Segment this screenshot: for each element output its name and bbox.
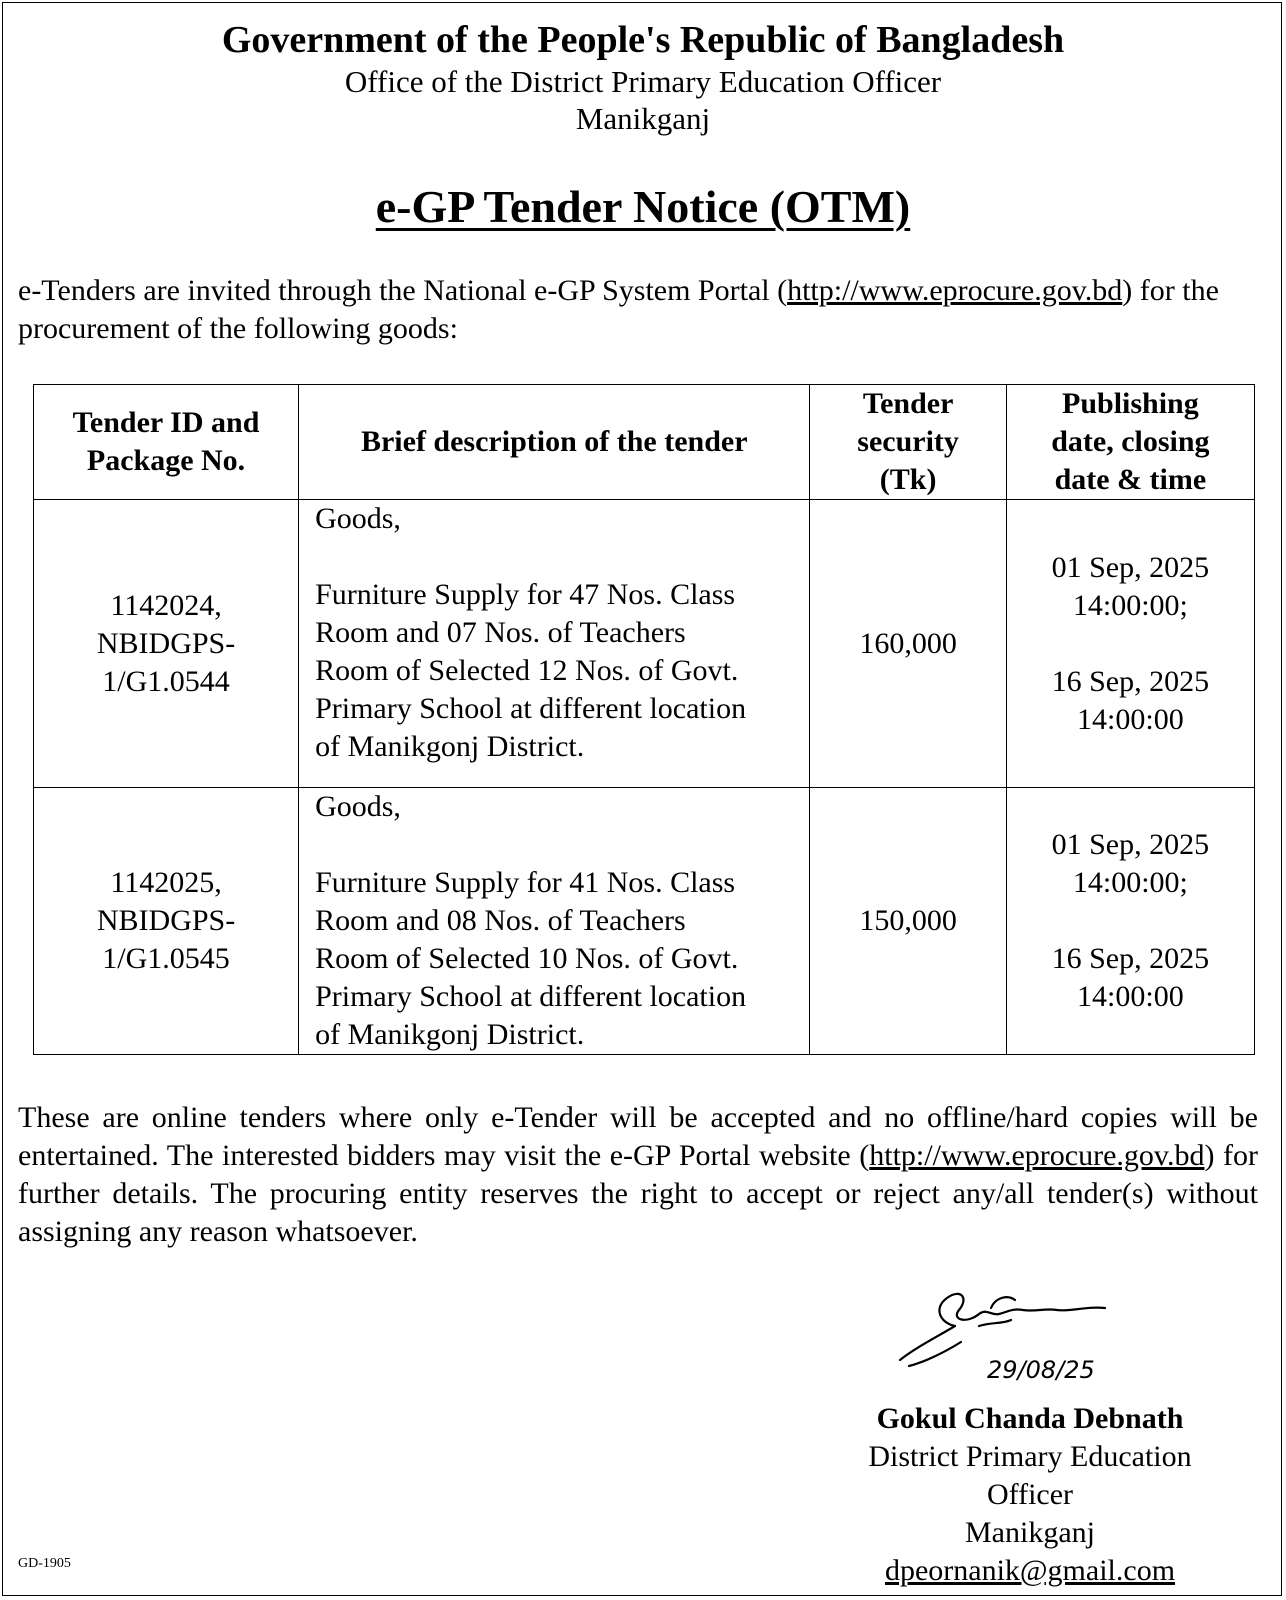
header-sec-line: (Tk): [879, 463, 937, 496]
description-line: Primary School at different location: [315, 692, 747, 725]
description-line: Primary School at different location: [315, 980, 747, 1013]
cell-description: [299, 500, 810, 788]
description-line: of Manikgonj District.: [315, 730, 585, 763]
table-header-row: [34, 385, 1255, 500]
header-dates-line: Publishing: [1062, 387, 1199, 420]
cell-security: 150,000: [810, 788, 1006, 1055]
closing-date: 16 Sep, 2025: [1051, 664, 1210, 698]
government-heading: Government of the People's Republic of Bangladesh: [221, 19, 1065, 61]
description-line: Room of Selected 12 Nos. of Govt.: [315, 654, 739, 687]
intro-portal-link[interactable]: http://www.eprocure.gov.bd: [787, 274, 1123, 307]
cell-dates: [1006, 500, 1254, 788]
publishing-time: 14:00:00;: [1072, 588, 1188, 622]
office-heading: Office of the District Primary Education Officer: [344, 64, 942, 99]
package-no-part: 1/G1.0544: [102, 664, 230, 698]
header-security: [810, 385, 1006, 500]
document-code: GD-1905: [18, 1556, 71, 1571]
header-id-line: Package No.: [86, 444, 246, 477]
header-tender-id: [34, 385, 299, 500]
description-line: of Manikgonj District.: [315, 1018, 585, 1051]
signer-name: Gokul Chanda Debnath: [876, 1402, 1184, 1435]
description-line: Furniture Supply for 41 Nos. Class: [315, 866, 736, 899]
header-desc-line: Brief description of the tender: [360, 425, 748, 458]
signer-title-line: District Primary Education: [868, 1440, 1192, 1473]
publishing-time: 14:00:00;: [1072, 866, 1188, 899]
signer-place: Manikganj: [965, 1516, 1095, 1549]
footer-text-before: These are online tenders where only e-Tender will be accepted and no offline/hard copies will be entertained. The interested bidders may visit the e-GP Portal website (: [18, 1101, 1258, 1172]
header-sec-line: security: [857, 425, 959, 458]
package-no-part: 1/G1.0545: [102, 942, 230, 975]
description-line: Room and 07 Nos. of Teachers: [315, 616, 686, 649]
signature-date: 29/08/25: [987, 1356, 1095, 1384]
package-no-part: NBIDGPS-: [96, 626, 236, 660]
spacer: [1007, 902, 1254, 940]
closing-time: 14:00:00: [1077, 702, 1184, 736]
spacer: [1007, 625, 1254, 663]
cell-description: [299, 788, 810, 1055]
table-row: [34, 500, 1255, 788]
signer-title-line: Officer: [986, 1478, 1074, 1511]
cell-tender-id: [34, 500, 299, 788]
header-dates: [1006, 385, 1254, 500]
intro-text-after: ) for the procurement of the following goods:: [18, 274, 1219, 345]
tender-id: 1142025,: [110, 866, 222, 899]
header-dates-line: date, closing: [1051, 425, 1210, 458]
description-line: Furniture Supply for 47 Nos. Class: [315, 578, 736, 611]
header-sec-line: Tender: [862, 387, 954, 420]
cell-security: 160,000: [810, 500, 1006, 788]
header-id-line: Tender ID and: [72, 406, 260, 439]
closing-time: 14:00:00: [1077, 980, 1184, 1013]
closing-date: 16 Sep, 2025: [1051, 942, 1210, 975]
signer-email-link[interactable]: dpeornanik@gmail.com: [884, 1554, 1176, 1587]
intro-paragraph: [18, 272, 1258, 348]
signer-title: [820, 1438, 1240, 1514]
footer-text-after: ) for further details. The procuring entity reserves the right to accept or reject any/all tender(s) without assigning any reason whatsoever.: [18, 1139, 1258, 1248]
spacer: [315, 826, 809, 864]
header-dates-line: date & time: [1054, 463, 1207, 496]
header-description: [299, 385, 810, 500]
notice-title-text: e-GP Tender Notice (OTM): [375, 181, 911, 232]
footer-paragraph: [18, 1099, 1258, 1251]
handwritten-signature: [895, 1268, 1155, 1393]
notice-title: [0, 180, 1286, 233]
description-line: Room and 08 Nos. of Teachers: [315, 904, 686, 937]
procurement-type: Goods,: [315, 502, 401, 535]
spacer: [315, 538, 809, 576]
cell-dates: [1006, 788, 1254, 1055]
tender-table: [33, 384, 1255, 1055]
package-no-part: NBIDGPS-: [96, 904, 236, 937]
procurement-type: Goods,: [315, 790, 401, 823]
table-row: [34, 788, 1255, 1055]
intro-text-before: e-Tenders are invited through the National e-GP System Portal (: [18, 274, 788, 307]
tender-id: 1142024,: [110, 588, 222, 622]
publishing-date: 01 Sep, 2025: [1051, 828, 1210, 861]
cell-tender-id: [34, 788, 299, 1055]
footer-portal-link[interactable]: http://www.eprocure.gov.bd: [869, 1139, 1205, 1172]
district-heading: Manikganj: [575, 101, 711, 136]
publishing-date: 01 Sep, 2025: [1051, 550, 1210, 584]
description-line: Room of Selected 10 Nos. of Govt.: [315, 942, 739, 975]
